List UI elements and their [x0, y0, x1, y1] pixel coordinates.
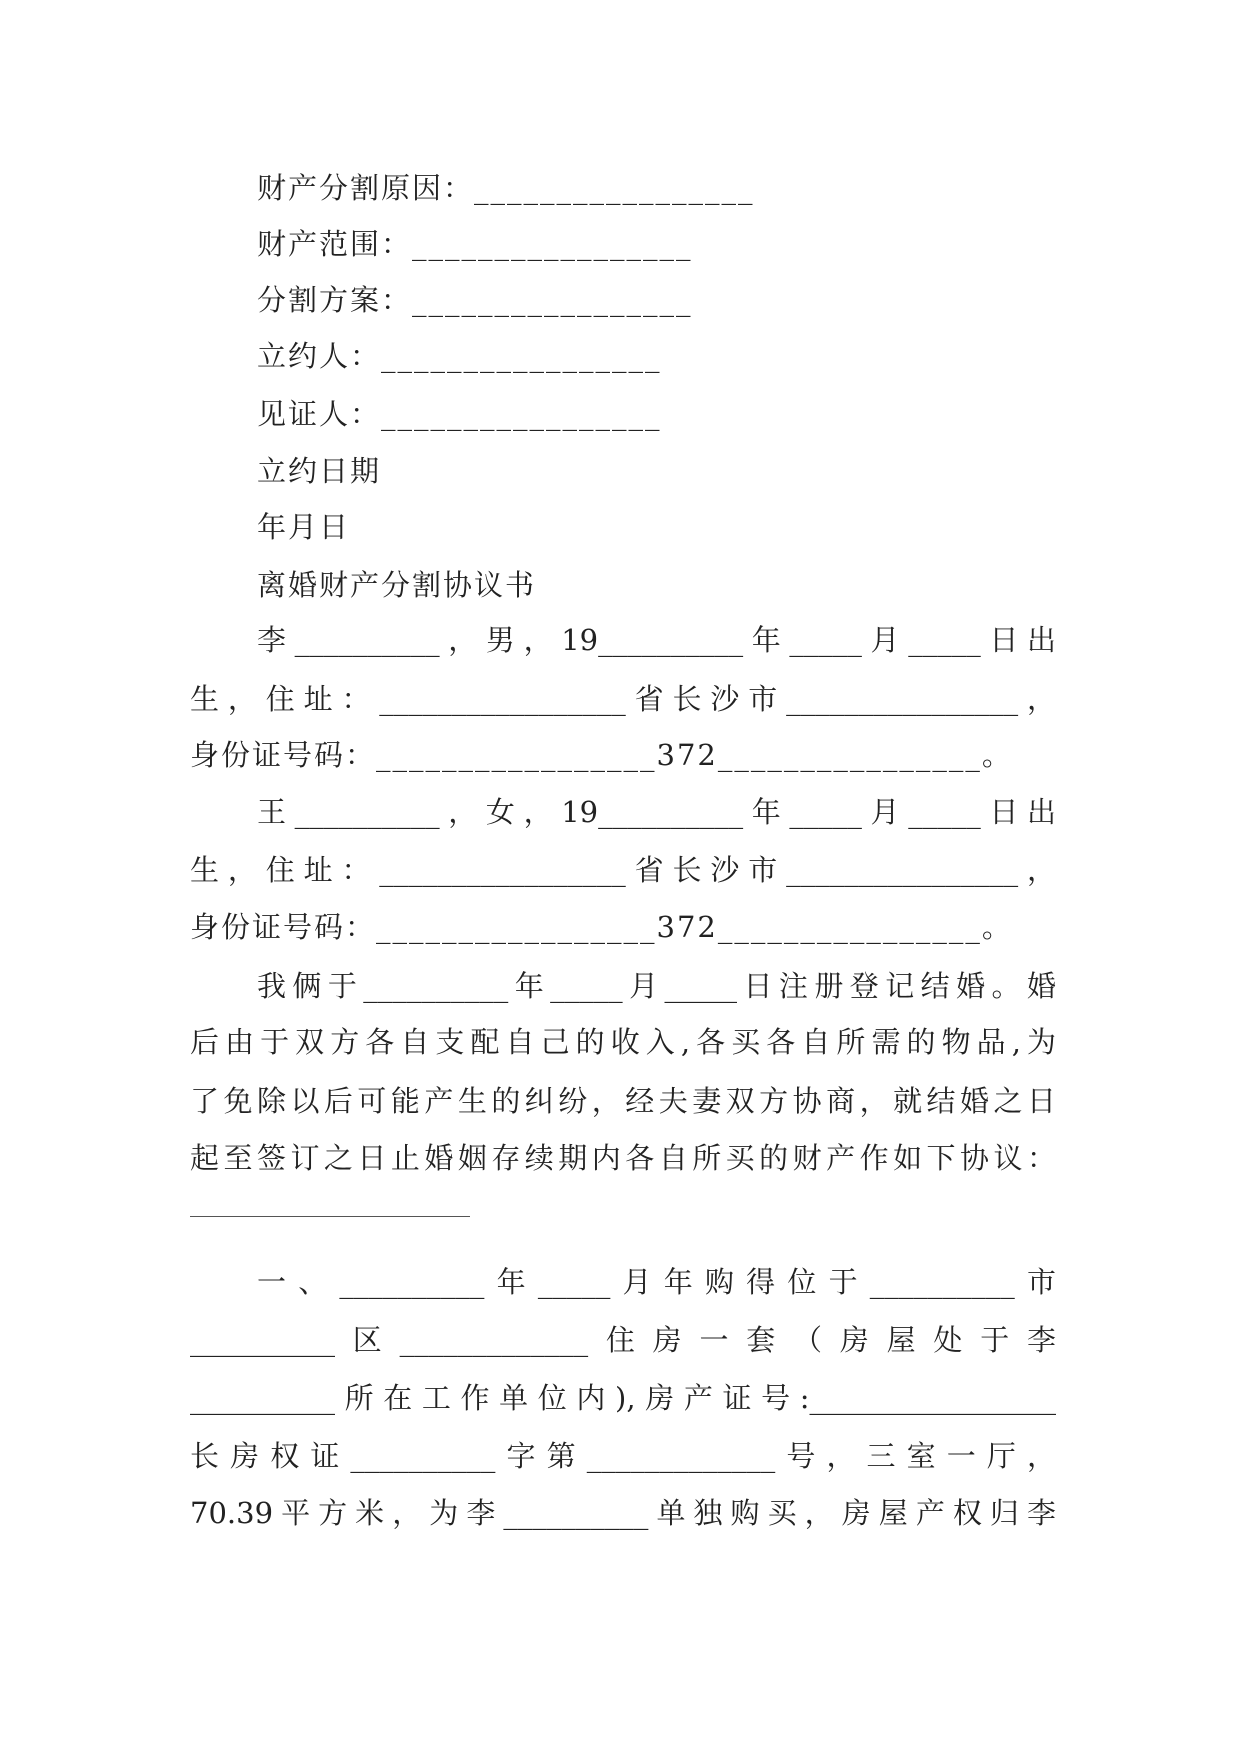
clause-one-line-2: __________区_____________住房一套（房屋处于李 — [190, 1323, 1056, 1357]
party-wang-line-1: 王__________，女，19__________年_____月_____日出 — [257, 795, 1056, 829]
clause-one-line-4: 长房权证__________字第_____________号，三室一厅， — [190, 1439, 1056, 1473]
marriage-paragraph-line-2: 后由于双方各自支配自己的收入,各买各自所需的物品,为 — [190, 1025, 1056, 1059]
marriage-paragraph-line-4: 起至签订之日止婚姻存续期内各自所买的财产作如下协议： — [190, 1141, 1056, 1175]
party-li-line-1: 李__________，男，19__________年_____月_____日出 — [257, 623, 1056, 657]
marriage-paragraph-line-3: 了免除以后可能产生的纠纷，经夫妻双方协商，就结婚之日 — [190, 1084, 1056, 1118]
clause-one-line-5: 70.39平方米，为李__________单独购买，房屋产权归李 — [190, 1496, 1056, 1530]
marriage-paragraph-line-1: 我俩于__________年_____月_____日注册登记结婚。婚 — [257, 969, 1056, 1003]
division-plan: 分割方案：_________________ — [257, 283, 693, 317]
contract-party: 立约人：_________________ — [257, 339, 662, 373]
party-li-line-2: 生，住址：_________________省长沙市________________， — [190, 682, 1056, 716]
party-li-line-3: 身份证号码：_________________372________________。 — [190, 738, 1013, 772]
clause-one-line-3: __________所在工作单位内),房产证号:_________________ — [190, 1381, 1056, 1415]
contract-date-label: 立约日期 — [257, 454, 382, 488]
property-division-reason: 财产分割原因：_________________ — [257, 171, 755, 205]
blank-underline — [190, 1216, 470, 1217]
clause-one-line-1: 一、__________年_____月年购得位于__________市 — [257, 1265, 1056, 1299]
party-wang-line-2: 生，住址：_________________省长沙市________________， — [190, 853, 1056, 887]
party-wang-line-3: 身份证号码：_________________372________________。 — [190, 910, 1013, 944]
agreement-title: 离婚财产分割协议书 — [257, 568, 537, 602]
witness: 见证人：_________________ — [257, 397, 662, 431]
date-placeholder: 年月日 — [257, 510, 351, 544]
property-scope: 财产范围：_________________ — [257, 227, 693, 261]
